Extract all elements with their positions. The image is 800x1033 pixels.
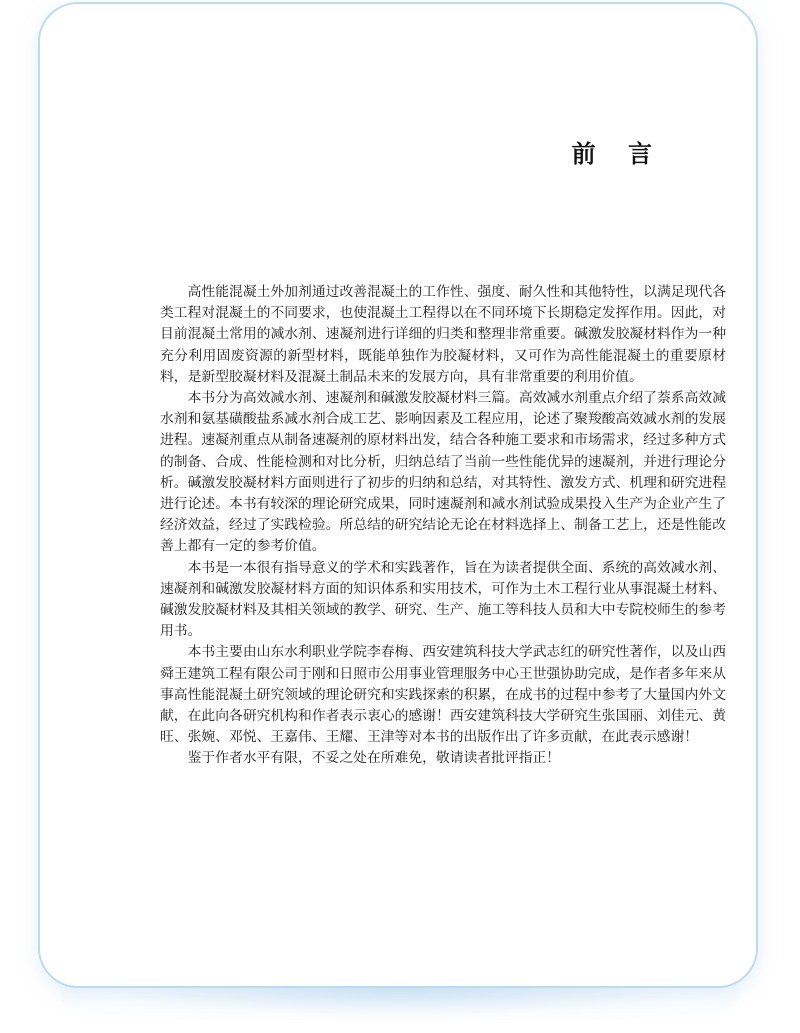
document-page-card: [38, 2, 758, 988]
paragraph-1: 高性能混凝土外加剂通过改善混凝土的工作性、强度、耐久性和其他特性，以满足现代各类工程对混凝土的不同要求，也使混凝土工程得以在不同环境下长期稳定发挥作用。因此，对目前混凝土常用的减水剂、速凝剂进行详细的归类和整理非常重要。碱激发胶凝材料作为一种充分利用固废资源的新型材料，既能单独作为胶凝材料，又可作为高性能混凝土的重要原材料，是新型胶凝材料及混凝土制品未来的发展方向，具有非常重要的利用价值。: [160, 284, 726, 385]
page-title: 前 言: [571, 140, 664, 168]
paragraph-3: 本书是一本很有指导意义的学术和实践著作，旨在为读者提供全面、系统的高效减水剂、速凝剂和碱激发胶凝材料方面的知识体系和实用技术，可作为土木工程行业从事混凝土材料、碱激发胶凝材料及其相关领域的教学、研究、生产、施工等科技人员和大中专院校师生的参考用书。: [160, 559, 726, 640]
paragraph-5: 鉴于作者水平有限，不妥之处在所难免，敬请读者批评指正！: [187, 750, 561, 767]
paragraph-4: 本书主要由山东水利职业学院李春梅、西安建筑科技大学武志红的研究性著作，以及山西舜王建筑工程有限公司于刚和日照市公用事业管理服务中心王世强协助完成，是作者多年来从事高性能混凝土研究领域的理论研究和实践探索的积累，在成书的过程中参考了大量国内外文献，在此向各研究机构和作者表示衷心的感谢！西安建筑科技大学研究生张国丽、刘佳元、黄旺、张婉、邓悦、王嘉伟、王耀、王津等对本书的出版作出了许多贡献，在此表示感谢！: [160, 644, 726, 746]
preface-body: [160, 282, 726, 770]
paragraph-2: 本书分为高效减水剂、速凝剂和碱激发胶凝材料三篇。高效减水剂重点介绍了萘系高效减水剂和氨基磺酸盐系减水剂合成工艺、影响因素及工程应用，论述了聚羧酸高效减水剂的发展进程。速凝剂重点从制备速凝剂的原材料出发，结合各种施工要求和市场需求，经过多种方式的制备、合成、性能检测和对比分析，归纳总结了当前一些性能优异的速凝剂，并进行理论分析。碱激发胶凝材料方面则进行了初步的归纳和总结，对其特性、激发方式、机理和研究进程进行论述。本书有较深的理论研究成果，同时速凝剂和减水剂试验成果投入生产为企业产生了经济效益，经过了实践检验。所总结的研究结论无论在材料选择上、制备工艺上，还是性能改善上都有一定的参考价值。: [160, 390, 726, 555]
